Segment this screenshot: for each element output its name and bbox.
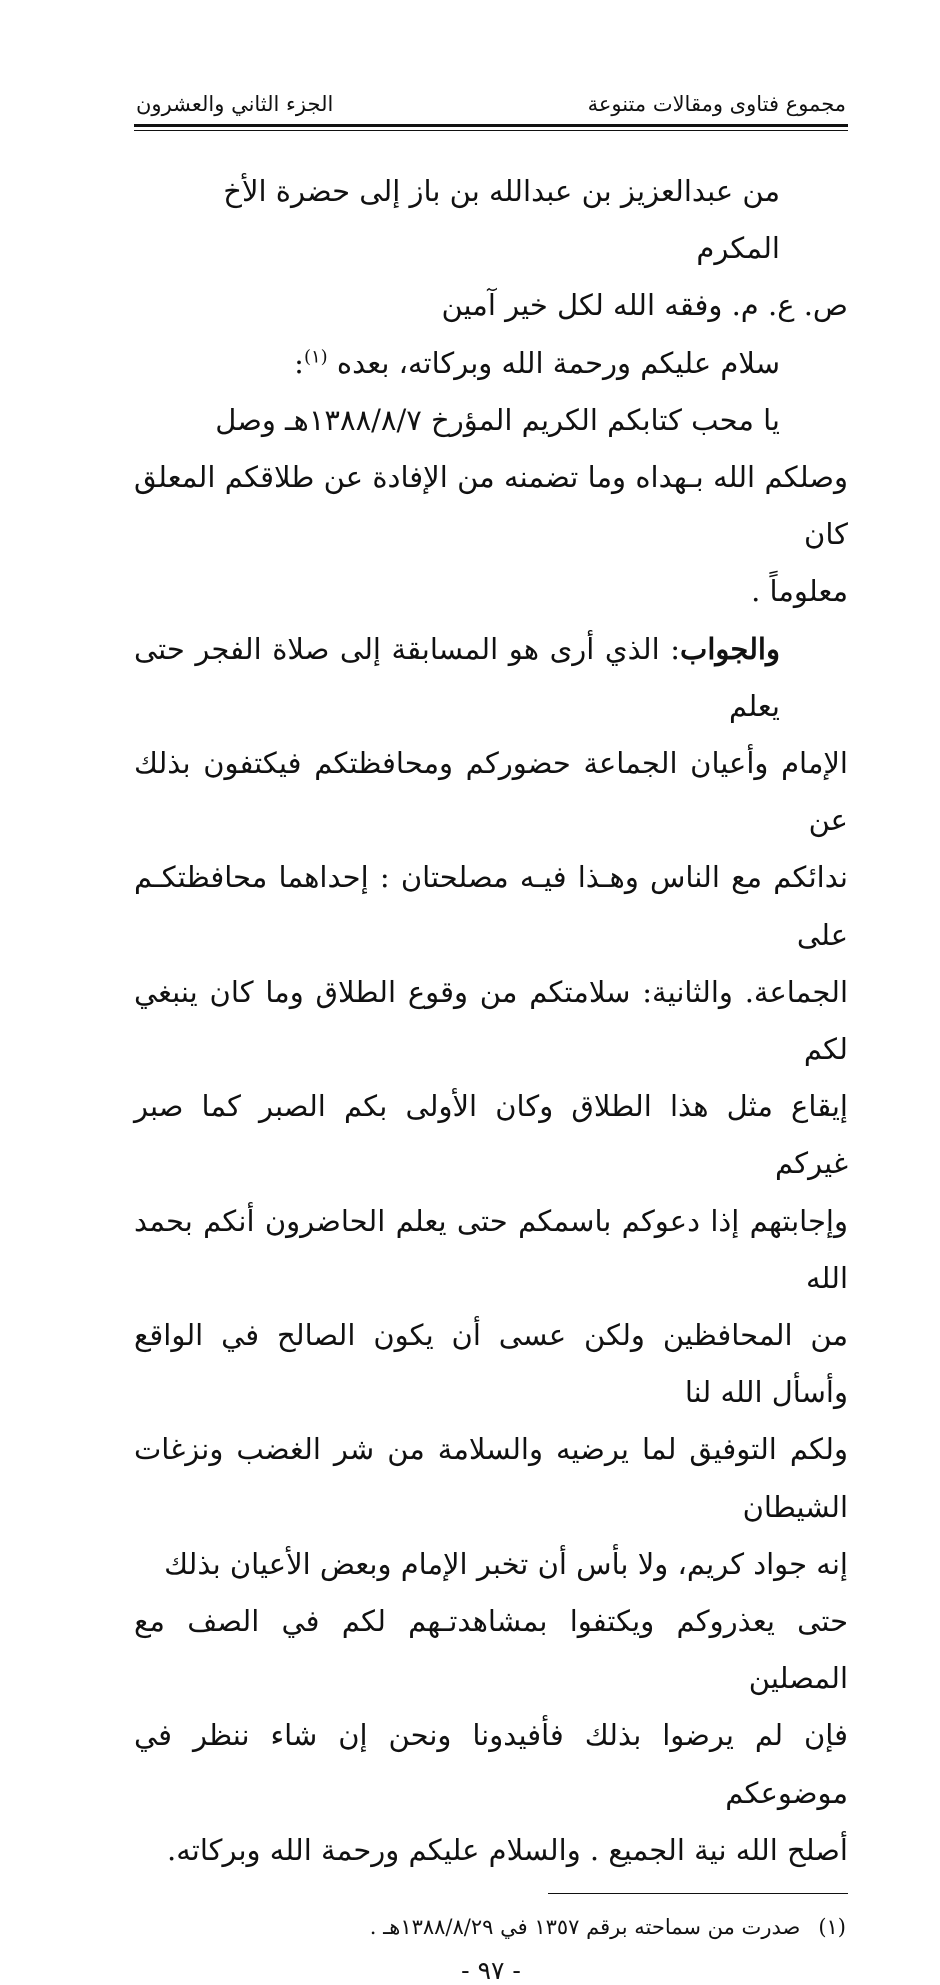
recipient-line: ص. ع. م. وفقه الله لكل خير آمين: [441, 288, 848, 323]
volume-label: الجزء الثاني والعشرون: [136, 92, 334, 116]
answer-line: الجماعة. والثانية: سلامتكم من وقوع الطلاق وما كان ينبغي لكم: [134, 974, 848, 1067]
from-line: من عبدالعزيز بن عبدالله بن باز إلى حضرة الأخ المكرم: [223, 174, 780, 266]
answer-label: والجواب: [680, 631, 780, 666]
footnote-ref: (١): [303, 345, 328, 367]
greeting-line: [134, 335, 848, 392]
greeting-colon: :: [294, 345, 304, 380]
answer-line: إيقاع مثل هذا الطلاق وكان الأولى بكم الصبر كما صبر غيركم: [134, 1089, 848, 1181]
page: [134, 78, 848, 1985]
running-header: [134, 78, 848, 116]
answer-line: حتى يعذروكم ويكتفوا بمشاهدتـهم لكم في الصف مع المصلين: [134, 1604, 848, 1696]
body-text: [134, 163, 848, 1879]
footnote: [134, 1912, 848, 1942]
book-title: مجموع فتاوى ومقالات متنوعة: [587, 92, 846, 116]
answer-line: الإمام وأعيان الجماعة حضوركم ومحافظتكم فيكتفون بذلك عن: [134, 746, 848, 838]
intro-line: يا محب كتابكم الكريم المؤرخ ١٣٨٨/٨/٧هـ وصل: [215, 402, 780, 437]
answer-line: من المحافظين ولكن عسى أن يكون الصالح في الواقع وأسأل الله لنا: [134, 1318, 848, 1410]
footnote-text: صدرت من سماحته برقم ١٣٥٧ في ١٣٨٨/٨/٢٩هـ .: [369, 1915, 801, 1940]
intro-line: وصلكم الله بـهداه وما تضمنه من الإفادة عن طلاقكم المعلق كان: [134, 460, 848, 552]
answer-line: [134, 621, 848, 735]
answer-line: ندائكم مع الناس وهـذا فيـه مصلحتان : إحداهما محافظتكـم على: [134, 860, 848, 952]
page-number: - ٩٧ -: [461, 1956, 521, 1985]
footnote-rule: [548, 1893, 848, 1894]
header-rule: [134, 124, 848, 131]
answer-line: ولكم التوفيق لما يرضيه والسلامة من شر الغضب ونزغات الشيطان: [134, 1432, 848, 1524]
answer-line: وإجابتهم إذا دعوكم باسمكم حتى يعلم الحاضرون أنكم بحمد الله: [134, 1203, 848, 1295]
answer-line: إنه جواد كريم، ولا بأس أن تخبر الإمام وبعض الأعيان بذلك: [164, 1546, 848, 1581]
footnote-marker: (١): [818, 1915, 846, 1940]
answer-line-text: : الذي أرى هو المسابقة إلى صلاة الفجر حتى يعلم: [134, 631, 780, 723]
answer-line: أصلح الله نية الجميع . والسلام عليكم ورحمة الله وبركاته.: [166, 1832, 848, 1867]
answer-line: فإن لم يرضوا بذلك فأفيدونا ونحن إن شاء ننظر في موضوعكم: [134, 1718, 848, 1810]
greeting-text: سلام عليكم ورحمة الله وبركاته، بعده: [336, 345, 780, 380]
intro-line: معلوماً .: [751, 574, 848, 609]
